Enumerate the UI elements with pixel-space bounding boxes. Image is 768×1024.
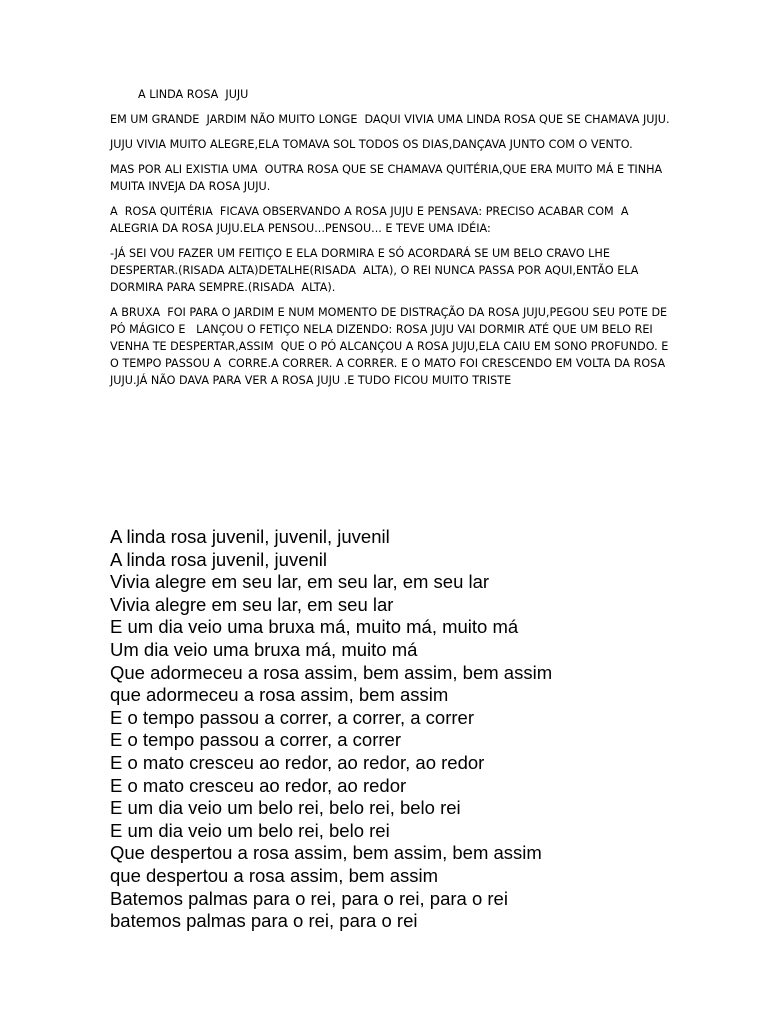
story-section — [110, 86, 670, 397]
lyric-line: E o tempo passou a correr, a correr, a correr — [110, 706, 474, 728]
story-paragraph: -JÁ SEI VOU FAZER UM FEITIÇO E ELA DORMIRA E SÓ ACORDARÁ SE UM BELO CRAVO LHE DESPERTAR.(RISADA ALTA)DETALHE(RISADA ALTA), O REI NUNCA PASSA POR AQUI,ENTÃO ELA DORMIRA PARA SEMPRE.(RISADA ALTA). — [110, 247, 642, 294]
lyric-line: que despertou a rosa assim, bem assim — [110, 864, 439, 886]
story-paragraph: A BRUXA FOI PARA O JARDIM E NUM MOMENTO DE DISTRAÇÃO DA ROSA JUJU,PEGOU SEU POTE DE PÓ MÁGICO E LANÇOU O FETIÇO NELA DIZENDO: ROSA JUJU VAI DORMIR ATÉ QUE UM BELO REI VENHA TE DESPERTAR,ASSIM QUE O PÓ ALCANÇOU A ROSA JUJU,ELA CAIU EM SONO PROFUNDO. E O TEMPO PASSOU A CORRE.A CORRER. A CORRER. E O MATO FOI CRESCENDO EM VOLTA DA ROSA JUJU.JÁ NÃO DAVA PARA VER A ROSA JUJU .E TUDO FICOU MUITO TRISTE — [110, 306, 672, 387]
lyric-line: E o tempo passou a correr, a correr — [110, 729, 401, 751]
lyric-line: Um dia veio uma bruxa má, muito má — [110, 638, 418, 660]
lyric-line: A linda rosa juvenil, juvenil — [110, 548, 327, 570]
lyric-line: E um dia veio uma bruxa má, muito má, muito má — [110, 616, 519, 638]
lyric-line: Vivia alegre em seu lar, em seu lar — [110, 593, 394, 615]
lyric-line: batemos palmas para o rei, para o rei — [110, 910, 418, 932]
lyric-line: E o mato cresceu ao redor, ao redor, ao redor — [110, 751, 485, 773]
lyric-line: A linda rosa juvenil, juvenil, juvenil — [110, 526, 390, 547]
lyric-line: Vivia alegre em seu lar, em seu lar, em seu lar — [110, 571, 490, 593]
lyric-line: que adormeceu a rosa assim, bem assim — [110, 684, 449, 706]
song-lyrics — [110, 526, 710, 933]
story-paragraph: A ROSA QUITÉRIA FICAVA OBSERVANDO A ROSA JUJU E PENSAVA: PRECISO ACABAR COM A ALEGRIA DA ROSA JUJU.ELA PENSOU...PENSOU... E TEVE UMA IDÉIA: — [110, 205, 633, 235]
lyric-line: Que adormeceu a rosa assim, bem assim, bem assim — [110, 661, 553, 683]
lyric-line: Que despertou a rosa assim, bem assim, bem assim — [110, 842, 542, 864]
lyric-line: E o mato cresceu ao redor, ao redor — [110, 774, 407, 796]
lyric-line: Batemos palmas para o rei, para o rei, para o rei — [110, 887, 508, 909]
lyric-line: E um dia veio um belo rei, belo rei — [110, 819, 390, 841]
story-paragraph: MAS POR ALI EXISTIA UMA OUTRA ROSA QUE SE CHAMAVA QUITÉRIA,QUE ERA MUITO MÁ E TINHA MUITA INVEJA DA ROSA JUJU. — [110, 163, 666, 193]
story-paragraph: EM UM GRANDE JARDIM NÃO MUITO LONGE DAQUI VIVIA UMA LINDA ROSA QUE SE CHAMAVA JUJU. — [110, 113, 670, 126]
story-title: A LINDA ROSA JUJU — [138, 88, 249, 101]
story-paragraph: JUJU VIVIA MUITO ALEGRE,ELA TOMAVA SOL TODOS OS DIAS,DANÇAVA JUNTO COM O VENTO. — [110, 138, 633, 151]
lyric-line: E um dia veio um belo rei, belo rei, belo rei — [110, 797, 461, 819]
